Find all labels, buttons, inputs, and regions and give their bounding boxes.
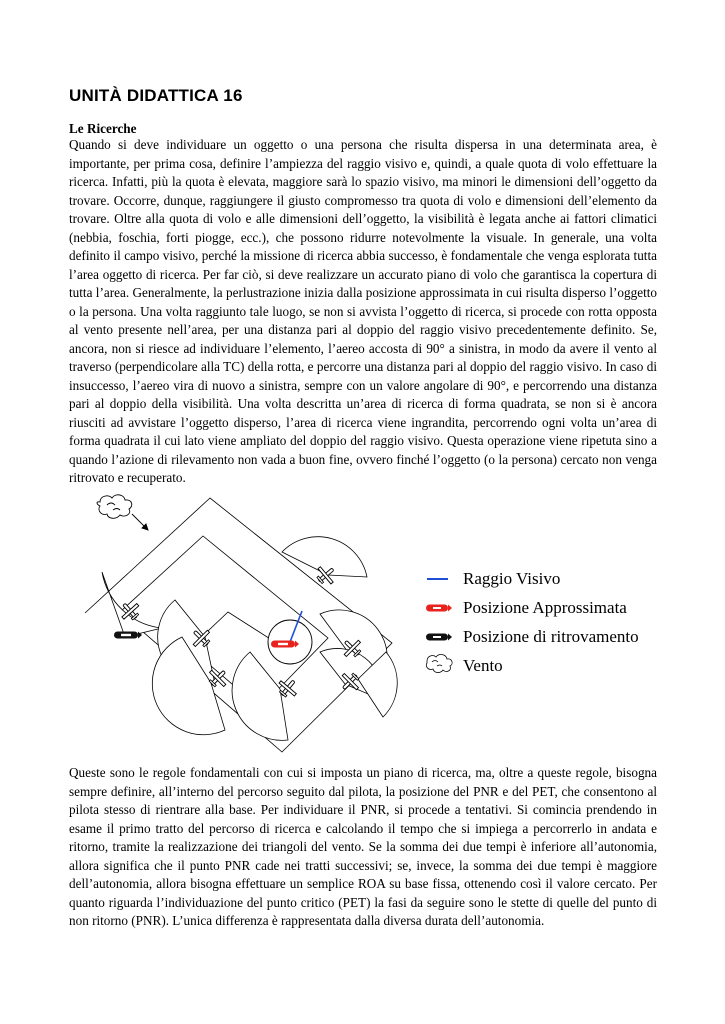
legend-item-vento (426, 655, 502, 675)
wind-cloud-icon (97, 495, 148, 530)
legend-label: Vento (463, 656, 503, 675)
legend-item-posizione-approssimata (426, 598, 627, 617)
legend-label: Raggio Visivo (463, 569, 561, 588)
paragraph-search-procedure: Quando si deve individuare un oggetto o una persona che risulta dispersa in una determinata area, è importante, per prima cosa, definire l’ampiezza del raggio visivo e, quindi, a quale quota di volo effettuare la ricerca. Infatti, più la quota è elevata, maggiore sarà lo spazio visivo, ma minori le dimensioni dell’oggetto da trovare. Occorre, dunque, raggiungere il giusto compromesso tra quota di volo e dimensioni dell’elemento da trovare. Oltre alla quota di volo e alle dimensioni dell’oggetto, la visibilità è legata anche ai fattori climatici (nebbia, foschia, forti piogge, ecc.), che possono ridurre notevolmente la visuale. In generale, una volta definito il campo visivo, perché la missione di ricerca abbia successo, è fondamentale che venga esplorata tutta l’area oggetto di ricerca. Per far ciò, si deve realizzare un accurato piano di volo che garantisca la copertura di tutta l’area. Generalmente, la perlustrazione inizia dalla posizione approssimata in cui risulta disperso l’oggetto o la persona. Una volta raggiunto tale luogo, se non si avvista l’oggetto di ricerca, si procede con rotta opposta al vento presente nell’area, per una distanza pari al doppio del raggio visivo precedentemente definito. Se, ancora, non si riesce ad individuare l’elemento, l’aereo accosta di 90° a sinistra, in modo da avere il vento al traverso (perpendicolare alla TC) della rotta, e percorre una distanza pari al doppio del raggio visivo. In caso di insuccesso, l’aereo vira di nuovo a sinistra, sempre con un valore angolare di 90°, e percorrendo una distanza pari al doppio della visibilità. Una volta descritta un’area di ricerca di forma quadrata, se non si è ancora riusciti ad avvistare l’oggetto disperso, l’area di ricerca viene ingrandita, percorrendo ogni volta un’area di forma quadrata il cui lato viene ampliato del doppio del raggio visivo. Questa operazione viene ripetuta sino a quando l’azione di rilevamento non vada a buon fine, ovvero finché l’oggetto (o la persona) cercato non venga ritrovato e recuperato. (69, 137, 657, 485)
page-title: UNITÀ DIDATTICA 16 (69, 86, 243, 105)
legend-label: Posizione di ritrovamento (463, 627, 639, 646)
black-aircraft-icon (426, 634, 452, 641)
legend (426, 569, 639, 675)
wind-cloud-legend-icon (426, 655, 452, 673)
paragraph-pnr-pet: Queste sono le regole fondamentali con cui si imposta un piano di ricerca, ma, oltre a queste regole, bisogna sempre definire, all’interno del percorso seguito dal pilota, la posizione del PNR e del PET, che consentono al pilota stesso di rientrare alla base. Per individuare il PNR, si procede a tentativi. Si comincia prendendo in esame il primo tratto del percorso di ricerca e calcolando il tempo che si impiega a percorrerlo in andata e ritorno, tramite la realizzazione dei triangoli del vento. Se la somma dei due tempi è inferiore all’autonomia, allora significa che il punto PNR cade nei tratti successivi; se, invece, la somma dei due tempi è maggiore dell’autonomia, allora bisogna effettuare un semplice ROA su base fissa, ottenendo così il valore cercato. Per quanto riguarda l’individuazione del punto critico (PET) la fasi da seguire sono le stette di quelle del punto di non ritorno (PNR). L’unica differenza è rappresentata dalla diversa durata dell’autonomia. (69, 765, 657, 928)
legend-label: Posizione Approssimata (463, 598, 627, 617)
red-aircraft-icon (426, 605, 452, 612)
search-pattern-diagram (80, 492, 670, 760)
visual-radius-sector (232, 652, 288, 740)
legend-item-raggio-visivo (427, 569, 560, 588)
legend-item-posizione-ritrovamento (426, 627, 639, 646)
section-heading: Le Ricerche (69, 121, 137, 136)
